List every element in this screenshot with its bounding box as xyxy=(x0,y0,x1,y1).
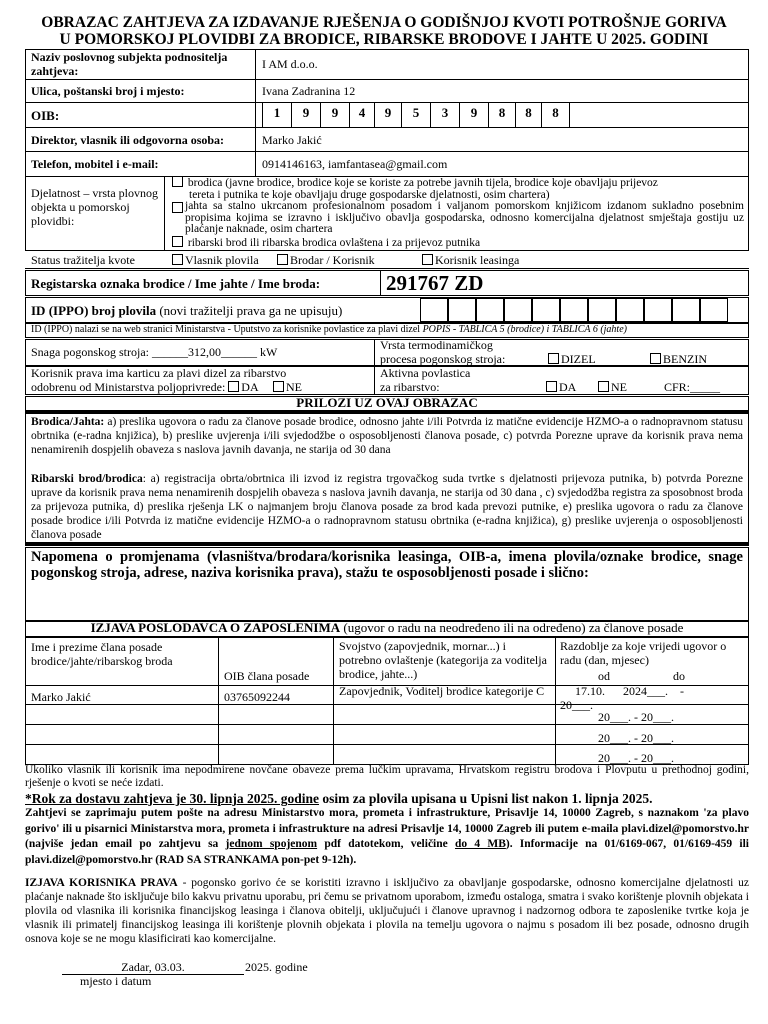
benzin-label: BENZIN xyxy=(663,352,707,366)
status-label: Status tražitelja kvote xyxy=(31,253,135,267)
row1-year: 2024___. xyxy=(623,684,668,698)
active-label-2: za ribarstvo: xyxy=(380,380,440,394)
employer-heading-rest: (ugovor o radu na neodređeno ili na određeno) za članove posade xyxy=(340,620,684,635)
form-title-line-1: OBRAZAC ZAHTJEVA ZA IZDAVANJE RJEŠENJA O GODIŠNJOJ KVOTI POTROŠNJE GORIVA xyxy=(41,14,727,31)
active-label-1: Aktivna povlastica xyxy=(380,366,471,380)
ippo-label-bold: ID (IPPO) broj plovila xyxy=(31,303,157,318)
employer-col-from: od xyxy=(598,669,610,683)
ippo-label xyxy=(31,303,342,319)
attachments-brodica-title: Brodica/Jahta: xyxy=(31,416,105,428)
oib-digit[interactable]: 1 xyxy=(262,103,291,127)
user-statement xyxy=(25,876,749,946)
user-statement-title: IZJAVA KORISNIKA PRAVA xyxy=(25,877,178,889)
name-value[interactable]: I AM d.o.o. xyxy=(262,57,318,71)
cfr-field[interactable]: CFR:_____ xyxy=(664,380,721,394)
activity-option-ribarski: ribarski brod ili ribarska brodica ovlaštena i za prijevoz putnika xyxy=(187,236,481,249)
attachments-brodica-text: a) preslika ugovora o radu za članove posade brodice, odnosno jahte i/ili Potvrda iz matične evidencije HZMO-a o radnopravnom statusu obrtnika (e-radna knjižica), b) preslike uvjerenja i/ili svjedodžbe o osposobljenosti članova posade, c) potvrda Porezne uprave da korisnik prava nema nenamirenih dospjelih obaveza s naslova javnih davanja, ne starija od 30 dana xyxy=(31,416,743,456)
active-no-label: NE xyxy=(611,380,627,394)
activity-option-jahta: jahta sa stalno ukrcanom profesionalnom posadom i valjanom pomorskom knjižicom izdanom sukladno posebnim propisima kojima se izravno i isključivo obavlja gospodarska, odnosno komercijalna djelatnost smještaja gostiju uz plaćanje naknade, osim chartera xyxy=(185,200,744,235)
ippo-digit-cell[interactable] xyxy=(616,298,644,322)
note-text: Napomena o promjenama (vlasništva/brodara/korisnika leasinga, OIB-a, imena plovila/oznake brodice, snage pogonskog stroja, adrese, naziva korisnika prava), stažu te osposobljenosti posade i slično: xyxy=(31,549,743,581)
row4-period[interactable]: 20___. - 20___. xyxy=(598,751,674,765)
registration-value[interactable]: 291767 ZD xyxy=(386,271,484,295)
row3-name[interactable] xyxy=(31,728,215,742)
ippo-digit-cell[interactable] xyxy=(532,298,560,322)
debt-notice: Ukoliko vlasnik ili korisnik ima nepodmirene novčane obaveze prema lučkim upravama, Hrvatskom registru brodova i Plovputu u prethodnoj godini, rješenje o kvoti se neće izdati. xyxy=(25,764,749,789)
card-label-1: Korisnik prava ima karticu za plavi dizel za ribarstvo xyxy=(31,366,287,380)
power-value[interactable]: ______312,00______ kW xyxy=(152,345,278,359)
engine-type-label xyxy=(380,338,505,366)
registration-label: Registarska oznaka brodice / Ime jahte / Ime broda: xyxy=(31,276,321,291)
oib-digit[interactable]: 3 xyxy=(430,103,459,127)
checkbox-brodica[interactable] xyxy=(172,176,183,187)
row1-dash: - xyxy=(680,684,684,698)
address-label: Ulica, poštanski broj i mjesto: xyxy=(31,84,185,98)
ippo-label-rest: (novi tražitelji prava ga ne upisuju) xyxy=(156,303,343,318)
submission-info-size: do 4 MB xyxy=(454,838,506,850)
oib-digit[interactable]: 9 xyxy=(459,103,488,127)
submission-info-b: pdf datotekom, veličine xyxy=(317,838,455,850)
user-statement-text: - pogonsko gorivo će se koristiti izravno i isključivo za obavljanje gospodarske, odnosno komercijalne djelatnosti uz plaćanje naknade što isključuje bilo kakvu privatnu uporabu, pri čemu se privatnom uporabom, između ostaloga, smatra i svako korištenje plovnih objekata i plovila od vlasnika ili korisnika financijskog leasinga i članova obitelji, uključujući i članove upravnog i nadzornog odbora te zaposlenike tvrtke koja je vlasnik ili primatelj financijskog leasinga ili korištenje plovnih objekata i plovila na temelju ugovora o najmu s posadom ili bez posade, odnosno drugih osnova koje se ne mogu klasificirati kao komercijalne. xyxy=(25,877,750,945)
checkbox-diesel[interactable] xyxy=(548,353,559,364)
note-input-area[interactable] xyxy=(31,585,743,619)
ippo-note-text: ID (IPPO) nalazi se na web stranici Ministarstva - Uputstvo za korisnike povlastice za plavi dizel xyxy=(31,324,423,335)
phone-label: Telefon, mobitel i e-mail: xyxy=(31,157,159,171)
checkbox-active-no[interactable] xyxy=(598,381,609,392)
ippo-digit-cell[interactable] xyxy=(700,298,728,322)
oib-digit[interactable]: 9 xyxy=(374,103,401,127)
attachments-heading: PRILOZI UZ OVAJ OBRAZAC xyxy=(296,395,478,410)
activity-options xyxy=(172,176,744,249)
employer-col-period: Razdoblje za koje vrijedi ugovor o radu (dan, mjesec) xyxy=(560,639,727,667)
checkbox-operator[interactable] xyxy=(277,254,288,265)
ippo-digit-cell[interactable] xyxy=(588,298,616,322)
checkbox-card-yes[interactable] xyxy=(228,381,239,392)
oib-digit[interactable]: 9 xyxy=(291,103,320,127)
attachments-ribarski xyxy=(31,472,743,542)
year-suffix: 2025. godine xyxy=(245,960,308,974)
ippo-digit-cell[interactable] xyxy=(476,298,504,322)
oib-digit[interactable]: 8 xyxy=(541,103,570,127)
option-benzin[interactable] xyxy=(650,352,707,367)
submission-info-a: Zahtjevi se zaprimaju putem pošte na adresu Ministarstvo mora, prometa i infrastrukture, Prisavlje 14, 10000 Zagreb, s naznakom 'za plavo gorivo' ili u pisarnici Ministarstva mora, prometa i infrastrukture na adresi Prisavlje 14, 10000 Zagreb ili putem e-maila plavi.dizel@pomorstvo.hr (najviše jedan email po zahtjevu sa xyxy=(25,807,749,850)
checkbox-leasing[interactable] xyxy=(422,254,433,265)
checkbox-card-no[interactable] xyxy=(273,381,284,392)
power-label xyxy=(31,345,277,360)
employer-col-role: Svojstvo (zapovjednik, mornar...) i potrebno ovlaštenje (kategorija za voditelja brodice, jahte...) xyxy=(339,639,547,681)
status-leasing[interactable] xyxy=(422,253,519,268)
ippo-note xyxy=(31,324,627,335)
card-yes-label: DA xyxy=(241,380,258,394)
status-operator[interactable] xyxy=(277,253,375,268)
oib-digit[interactable]: 8 xyxy=(515,103,541,127)
card-label xyxy=(31,366,302,394)
phone-value[interactable]: 0914146163, iamfantasea@gmail.com xyxy=(262,157,448,171)
place-date-label: mjesto i datum xyxy=(80,974,152,988)
director-label: Direktor, vlasnik ili odgovorna osoba: xyxy=(31,133,225,147)
card-label-2 xyxy=(31,380,302,394)
ippo-digit-cell[interactable] xyxy=(420,298,448,322)
row1-period[interactable] xyxy=(560,684,746,712)
power-label-text: Snaga pogonskog stroja: xyxy=(31,345,149,359)
option-diesel[interactable] xyxy=(548,352,596,367)
card-label-2-text: odobrenu od Ministarstva poljoprivrede: xyxy=(31,380,226,394)
engine-type-label-1: Vrsta termodinamičkog xyxy=(380,338,493,352)
deadline-notice xyxy=(25,791,749,807)
ippo-digit-cell[interactable] xyxy=(504,298,532,322)
place-date-field[interactable]: Zadar, 03.03. xyxy=(62,961,244,975)
oib-digit[interactable]: 8 xyxy=(488,103,515,127)
status-leasing-label: Korisnik leasinga xyxy=(435,253,520,267)
submission-info-single-file: jednom spojenom xyxy=(225,838,318,850)
engine-type-label-2: procesa pogonskog stroja: xyxy=(380,352,506,366)
row1-from: 17.10. xyxy=(575,684,605,698)
oib-digit[interactable]: 4 xyxy=(349,103,374,127)
attachments-ribarski-title: Ribarski brod/brodica xyxy=(31,473,143,485)
employer-col-oib: OIB člana posade xyxy=(224,669,310,683)
submission-info-c: ). Informacije na 01/6169-067, 01/6169-459 ili plavi.dizel@pomorstvo.hr (RAD SA STRANKAMA pon-pet 9-12h). xyxy=(25,838,750,866)
deadline-date: *Rok za dostavu zahtjeva je 30. lipnja 2025. godine xyxy=(25,791,320,806)
form-title xyxy=(0,14,768,48)
attachments-ribarski-text: : a) registracija obrta/obrtnica ili izvod iz registra trgovačkog suda tvrtke s djelatnosti prijevoza putnika, b) potvrda Porezne uprave da korisnik prava nema nenamirenih dospjelih obaveza s naslova javnih davanja, ne starija od 30 dana , c) svjedodžba registra za sposobnost broda za prijevoza putnika, d) preslika rješenja LK o najmanjem broju članova posade za brod kada prevozi putnike, e) preslika ugovora o radu za članove posade brodice i/ili Potvrda iz matične evidencije HZMO-a o radnopravnom statusu obrtnika (e-radna knjižica), g) preslike uvjerenja o osposobljenosti članova posade xyxy=(31,473,744,541)
activity-label: Djelatnost – vrsta plovnog objekta u pomorskoj plovidbi: xyxy=(31,186,158,228)
attachments-brodica xyxy=(31,415,743,457)
row1-role[interactable]: Zapovjednik, Voditelj brodice kategorije C xyxy=(339,684,545,698)
checkbox-benzin[interactable] xyxy=(650,353,661,364)
oib-digit[interactable]: 9 xyxy=(320,103,349,127)
row1-name[interactable]: Marko Jakić xyxy=(31,690,91,704)
submission-info xyxy=(25,806,749,868)
director-value[interactable]: Marko Jakić xyxy=(262,133,322,147)
diesel-label: DIZEL xyxy=(561,352,596,366)
checkbox-jahta[interactable] xyxy=(172,202,183,213)
checkbox-active-yes[interactable] xyxy=(546,381,557,392)
card-no-label: NE xyxy=(285,380,302,394)
form-title-line-2: U POMORSKOJ PLOVIDBI ZA BRODICE, RIBARSKE BRODOVE I JAHTE U 2025. GODINI xyxy=(59,31,709,48)
row3-period[interactable]: 20___. - 20___. xyxy=(598,731,674,745)
active-yes-label: DA xyxy=(559,380,577,394)
ippo-digit-cell[interactable] xyxy=(560,298,588,322)
activity-option-brodica-cont: tereta i putnika te koje obavljaju druge gospodarske djelatnosti, osim chartera) xyxy=(189,188,550,201)
row2-period[interactable]: 20___. - 20___. xyxy=(598,710,674,724)
oib-label: OIB: xyxy=(31,108,60,123)
status-owner[interactable] xyxy=(172,253,259,268)
ippo-note-tables: POPIS - TABLICA 5 (brodice) i TABLICA 6 (jahte) xyxy=(422,324,627,335)
address-value[interactable]: Ivana Zadranina 12 xyxy=(262,84,356,98)
row2-name[interactable] xyxy=(31,708,215,722)
employer-heading xyxy=(25,620,749,636)
checkbox-ribarski[interactable] xyxy=(172,236,183,247)
active-yes[interactable] xyxy=(546,380,576,395)
active-label xyxy=(380,366,470,394)
status-owner-label: Vlasnik plovila xyxy=(185,253,259,267)
oib-digit[interactable]: 5 xyxy=(401,103,430,127)
employer-col-name: Ime i prezime člana posade brodice/jahte/ribarskog broda xyxy=(31,640,173,668)
name-label: Naziv poslovnog subjekta podnositelja zahtjeva: xyxy=(31,50,228,78)
activity-option-brodica: brodica (javne brodice, brodice koje se koriste za potrebe javnih tijela, brodice koje obavljaju prijevoz xyxy=(187,177,658,189)
employer-heading-bold: IZJAVA POSLODAVCA O ZAPOSLENIMA xyxy=(90,620,341,635)
checkbox-owner[interactable] xyxy=(172,254,183,265)
row1-to: 20___. xyxy=(560,698,593,712)
employer-col-to: do xyxy=(673,669,685,683)
status-operator-label: Brodar / Korisnik xyxy=(290,253,375,267)
row4-name[interactable] xyxy=(31,748,215,762)
ippo-digit-cell[interactable] xyxy=(672,298,700,322)
row1-oib[interactable]: 03765092244 xyxy=(224,690,290,704)
active-no[interactable] xyxy=(598,380,627,395)
ippo-digit-cell[interactable] xyxy=(644,298,672,322)
ippo-digit-cell[interactable] xyxy=(448,298,476,322)
deadline-rest: osim za plovila upisana u Upisni list nakon 1. lipnja 2025. xyxy=(319,791,653,806)
